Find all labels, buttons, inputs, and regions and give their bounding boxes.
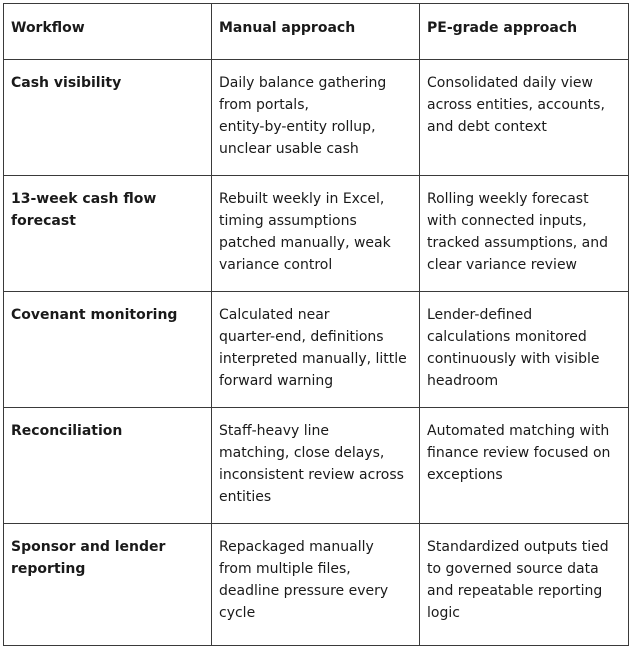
comparison-table (3, 3, 629, 646)
row-workflow-label: Cash visibility (4, 60, 212, 176)
row-workflow-label: Reconciliation (4, 408, 212, 524)
table-row (4, 176, 629, 292)
table-header-row (4, 4, 629, 60)
header-manual-approach: Manual approach (212, 4, 420, 60)
table-row (4, 524, 629, 646)
comparison-table-container (3, 3, 629, 646)
table-row (4, 408, 629, 524)
row-pe-grade-cell: Lender-defined calculations monitored continuously with visible headroom (420, 292, 629, 408)
row-manual-cell: Calculated near quarter-end, definitions interpreted manually, little forward warning (212, 292, 420, 408)
row-workflow-label: Covenant monitoring (4, 292, 212, 408)
row-manual-cell: Rebuilt weekly in Excel, timing assumptions patched manually, weak variance control (212, 176, 420, 292)
table-row (4, 60, 629, 176)
row-manual-cell: Staff-heavy line matching, close delays, inconsistent review across entities (212, 408, 420, 524)
row-manual-cell: Repackaged manually from multiple files, deadline pressure every cycle (212, 524, 420, 646)
row-pe-grade-cell: Standardized outputs tied to governed source data and repeatable reporting logic (420, 524, 629, 646)
row-pe-grade-cell: Consolidated daily view across entities, accounts, and debt context (420, 60, 629, 176)
row-workflow-label: 13-week cash flow forecast (4, 176, 212, 292)
header-pe-grade-approach: PE-grade approach (420, 4, 629, 60)
table-row (4, 292, 629, 408)
row-pe-grade-cell: Automated matching with finance review focused on exceptions (420, 408, 629, 524)
row-manual-cell: Daily balance gathering from portals, entity-by-entity rollup, unclear usable cash (212, 60, 420, 176)
header-workflow: Workflow (4, 4, 212, 60)
row-pe-grade-cell: Rolling weekly forecast with connected inputs, tracked assumptions, and clear variance review (420, 176, 629, 292)
row-workflow-label: Sponsor and lender reporting (4, 524, 212, 646)
